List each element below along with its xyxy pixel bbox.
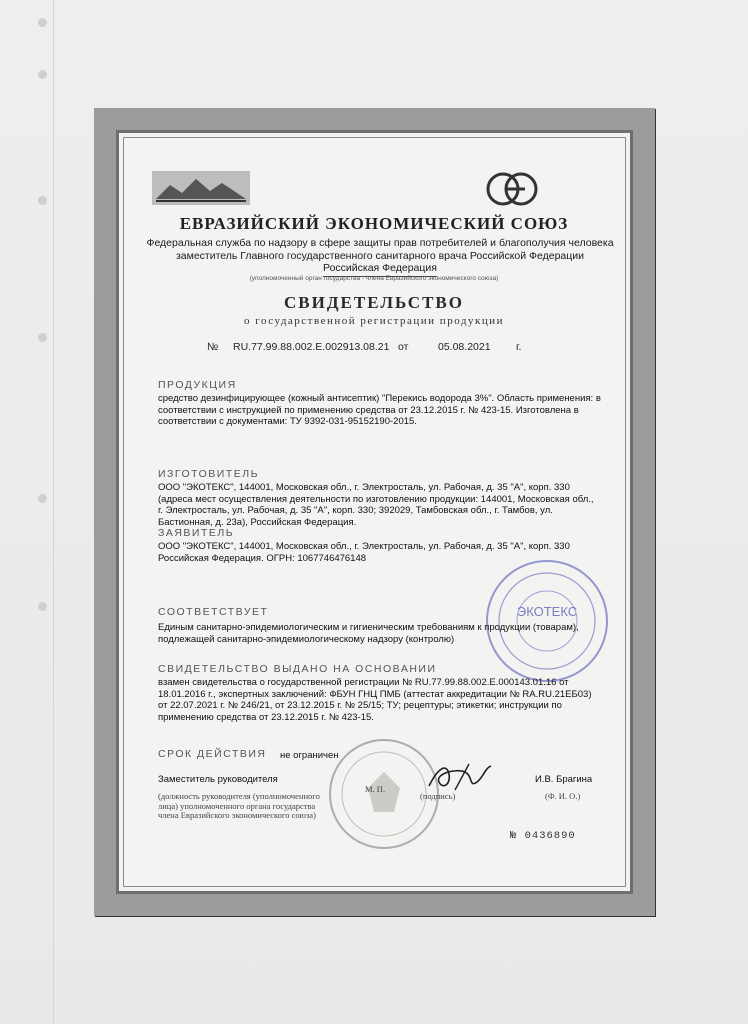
manufacturer-heading: ИЗГОТОВИТЕЛЬ	[158, 468, 260, 480]
product-line: соответствии с документами: ТУ 9392-031-95152190-2015.	[158, 416, 417, 428]
basis-line: применению средства от 23.12.2015 г. № 423-15.	[158, 711, 374, 723]
signer-caption-line: члена Евразийского экономического союза)	[158, 810, 316, 820]
manufacturer-line: г. Электросталь, ул. Рабочая, д. 35 "А", корп. 330; 392029, Тамбовская обл., г. Тамбов, ул.	[158, 505, 553, 517]
certificate-title: СВИДЕТЕЛЬСТВО	[284, 293, 464, 312]
signer-position: Заместитель руководителя	[158, 774, 278, 785]
signer-caption-line: лица) уполномоченного органа государства	[158, 800, 316, 811]
signer-caption-line: (должность руководителя (уполномоченного	[158, 791, 320, 801]
validity-heading: СРОК ДЕЙСТВИЯ	[158, 748, 267, 760]
punch-hole	[38, 494, 47, 503]
issuer-block	[130, 237, 630, 277]
signer-name: И.В. Брагина	[535, 774, 593, 785]
punch-hole	[38, 196, 47, 205]
conformity-line: Единым санитарно-эпидемиологическим и гигиеническим требованиям к продукции (товарам),	[158, 622, 579, 633]
conformity-line: подлежащей санитарно-эпидемиологическому надзору (контролю)	[158, 633, 455, 645]
issuer-line: заместитель Главного государственного санитарного врача Российской Федерации	[175, 249, 585, 262]
validity-value: не ограничен	[280, 750, 339, 761]
registration-number: RU.77.99.88.002.Е.002913.08.21	[233, 341, 390, 353]
signature-caption: (подпись)	[420, 791, 456, 801]
manufacturer-line: (адреса мест осуществления деятельности по изготовлению продукции: 144001, Московская обл.,	[158, 493, 594, 505]
date-label: от	[398, 341, 409, 353]
manufacturer-text	[158, 482, 628, 528]
applicant-heading: ЗАЯВИТЕЛЬ	[158, 527, 235, 539]
certificate-subtitle: о государственной регистрации продукции	[244, 315, 504, 327]
seal-mp-label: М. П.	[365, 784, 386, 794]
issuer-line: Федеральная служба по надзору в сфере защиты прав потребителей и благополучия человека	[146, 237, 614, 249]
basis-line: 18.01.2016 г., экспертных заключений: ФБУН ГНЦ ПМБ (аттестат аккредитации № RA.RU.21ЕБ03)	[158, 688, 592, 700]
product-line: соответствии с инструкцией по применению средства от 23.12.2015 г. № 423-15. Изготовлена в	[158, 404, 579, 416]
basis-heading: СВИДЕТЕЛЬСТВО ВЫДАНО НА ОСНОВАНИИ	[158, 663, 437, 675]
product-heading: ПРОДУКЦИЯ	[158, 379, 237, 391]
punch-hole	[38, 70, 47, 79]
punch-hole	[38, 333, 47, 342]
conformity-heading: СООТВЕТСТВУЕТ	[158, 606, 269, 618]
punch-hole	[38, 18, 47, 27]
basis-text	[158, 677, 628, 723]
stamp-name: ЭКОТЕКС	[516, 604, 578, 619]
product-line: средство дезинфицирующее (кожный антисептик) "Перекись водорода 3%". Область применения: в	[158, 393, 601, 404]
basis-line: взамен свидетельства о государственной регистрации № RU.77.99.88.002.Е.000143.01.16 от	[158, 677, 569, 688]
conformity-text	[158, 622, 628, 645]
year-suffix: г.	[516, 341, 522, 353]
registration-date: 05.08.2021	[438, 341, 491, 353]
eaeu-logo-icon	[485, 171, 539, 207]
organization-title: ЕВРАЗИЙСКИЙ ЭКОНОМИЧЕСКИЙ СОЮЗ	[179, 214, 569, 233]
company-stamp-icon	[484, 558, 610, 684]
product-text	[158, 393, 628, 428]
applicant-line: ООО "ЭКОТЕКС", 144001, Московская обл., г. Электросталь, ул. Рабочая, д. 35 "А", корп. 330	[158, 541, 570, 552]
basis-line: от 22.07.2021 г. № 246/21, от 23.12.2015 г. № 25/15; ТУ; рецептуры; этикетки; инструкции по	[158, 700, 562, 712]
manufacturer-line: ООО "ЭКОТЕКС", 144001, Московская обл., г. Электросталь, ул. Рабочая, д. 35 "А", корп. 330	[158, 482, 570, 493]
issuer-caption: (уполномоченный орган государства - члена Евразийского экономического союза)	[249, 275, 499, 282]
manufacturer-line: Бастионная, д. 23а), Российская Федерация.	[158, 516, 357, 528]
issuer-country: Российская Федерация	[323, 262, 437, 277]
binding-line	[53, 0, 54, 1024]
applicant-line: Российская Федерация. ОГРН: 1067746476148	[158, 552, 367, 564]
serial-number: № 0436890	[510, 830, 576, 842]
signer-caption	[158, 792, 358, 821]
name-caption: (Ф. И. О.)	[545, 791, 581, 801]
number-label: №	[207, 341, 219, 353]
punch-hole	[38, 602, 47, 611]
eaeu-emblem-icon	[152, 171, 250, 205]
